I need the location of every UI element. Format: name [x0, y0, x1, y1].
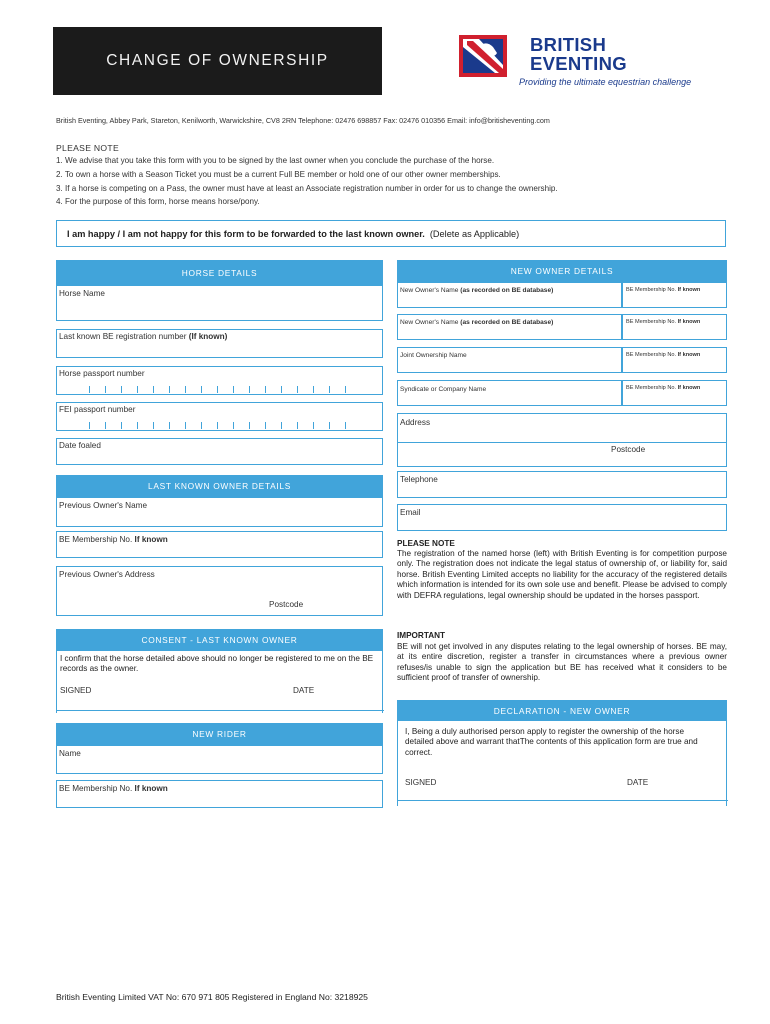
consent-signature-line[interactable] [57, 710, 384, 711]
consent-signed-label: SIGNED [60, 686, 92, 695]
previous-owner-membership-field[interactable] [56, 531, 383, 558]
new-rider-membership-field[interactable] [56, 780, 383, 808]
passport-number-cells [89, 386, 346, 393]
forwarding-consent-statement: I am happy / I am not happy for this form to be forwarded to the last known owner. [67, 228, 425, 239]
logo-emblem-icon [459, 35, 507, 77]
forwarding-consent-box[interactable] [56, 220, 726, 247]
form-title: CHANGE OF OWNERSHIP [53, 27, 382, 95]
date-foaled-label: Date foaled [59, 441, 101, 450]
new-owner-membership-1-label: BE Membership No. If known [626, 287, 701, 293]
joint-ownership-label: Joint Ownership Name [400, 352, 467, 359]
new-owner-heading: NEW OWNER DETAILS [397, 260, 727, 282]
consent-date-label: DATE [293, 686, 315, 695]
previous-owner-address-label: Previous Owner's Address [59, 570, 155, 579]
note-item-3: 3. If a horse is competing on a Pass, the owner must have at least an Associate registration number in order for us to change the ownership. [56, 184, 558, 193]
declaration-date-label: DATE [627, 778, 649, 787]
declaration-signed-label: SIGNED [405, 778, 437, 787]
notes-heading: PLEASE NOTE [56, 143, 119, 153]
joint-membership-field[interactable] [622, 347, 727, 373]
previous-owner-membership-label: BE Membership No. If known [59, 535, 168, 544]
declaration-signature-line[interactable] [398, 800, 728, 801]
new-owner-address-field[interactable] [397, 413, 727, 467]
new-owner-telephone-label: Telephone [400, 475, 438, 484]
fei-passport-cells [89, 422, 346, 429]
horse-details-heading: HORSE DETAILS [56, 260, 383, 285]
new-rider-membership-label: BE Membership No. If known [59, 784, 168, 793]
british-eventing-logo [459, 34, 692, 90]
passport-number-field[interactable] [56, 366, 383, 395]
fei-passport-label: FEI passport number [59, 405, 136, 414]
new-owner-email-field[interactable] [397, 504, 727, 531]
consent-text: I confirm that the horse detailed above should no longer be registered to me on the BE records as the owner. [60, 654, 374, 674]
logo-tagline: Providing the ultimate equestrian challenge [519, 77, 692, 87]
logo-text-british: BRITISH [530, 34, 607, 55]
note-item-2: 2. To own a horse with a Season Ticket you must be a current Full BE member or hold one of our other owner memberships. [56, 170, 501, 179]
horse-name-field[interactable] [56, 285, 383, 321]
joint-membership-label: BE Membership No. If known [626, 352, 701, 358]
footer-company-info: British Eventing Limited VAT No: 670 971 805 Registered in England No: 3218925 [56, 992, 368, 1002]
syndicate-membership-field[interactable] [622, 380, 727, 406]
previous-owner-name-label: Previous Owner's Name [59, 501, 148, 510]
declaration-box [397, 721, 727, 806]
new-owner-name-1-field[interactable] [397, 282, 622, 308]
horse-name-label: Horse Name [59, 289, 105, 298]
declaration-heading: DECLARATION - NEW OWNER [397, 700, 727, 721]
previous-owner-name-field[interactable] [56, 497, 383, 527]
new-owner-membership-2-label: BE Membership No. If known [626, 319, 701, 325]
new-owner-address-label: Address [400, 418, 431, 427]
passport-number-label: Horse passport number [59, 369, 145, 378]
important-heading: IMPORTANT [397, 631, 446, 640]
new-owner-name-2-field[interactable] [397, 314, 622, 340]
note-item-1: 1. We advise that you take this form with you to be signed by the last owner when you conclude the purchase of the horse. [56, 156, 495, 165]
new-rider-name-label: Name [59, 749, 81, 758]
syndicate-membership-label: BE Membership No. If known [626, 385, 701, 391]
last-owner-heading: LAST KNOWN OWNER DETAILS [56, 475, 383, 497]
note-item-4: 4. For the purpose of this form, horse means horse/pony. [56, 197, 260, 206]
new-rider-heading: NEW RIDER [56, 723, 383, 745]
legal-note-text: The registration of the named horse (left) with British Eventing is for competition purpose only. The registration does not indicate the legal status of ownership of, or liability for, said horse. British Eventing Limited accepts no liability for the accuracy of the registered details which information is intended for its own sole use and benefit. Please be advised to comply with DEFRA regulations, legal ownership should be updated in the horses passport. [397, 549, 727, 600]
important-text: BE will not get involved in any disputes relating to the legal ownership of horses. BE may, at its entire discretion, register a transfer in circumstances where a previous owner refuses/is unable to sign the application but BE has received what it considers to be sufficient proof of transfer of ownership. [397, 642, 727, 683]
new-owner-membership-2-field[interactable] [622, 314, 727, 340]
new-owner-name-1-label: New Owner's Name (as recorded on BE database) [400, 287, 554, 294]
previous-owner-postcode-label: Postcode [269, 600, 304, 609]
fei-passport-field[interactable] [56, 402, 383, 431]
logo-text-eventing: EVENTING [530, 53, 627, 74]
declaration-text: I, Being a duly authorised person apply to register the ownership of the horse detailed above and warrant thatThe contents of this application form are true and correct. [405, 727, 698, 757]
legal-note-heading: PLEASE NOTE [397, 539, 455, 548]
syndicate-name-field[interactable] [397, 380, 622, 406]
joint-ownership-field[interactable] [397, 347, 622, 373]
consent-heading: CONSENT - LAST KNOWN OWNER [56, 629, 383, 651]
new-owner-membership-1-field[interactable] [622, 282, 727, 308]
forwarding-consent-hint: (Delete as Applicable) [429, 228, 520, 239]
new-owner-email-label: Email [400, 508, 421, 517]
new-owner-name-2-label: New Owner's Name (as recorded on BE database) [400, 319, 554, 326]
new-rider-name-field[interactable] [56, 745, 383, 774]
address-divider [398, 442, 726, 443]
syndicate-name-label: Syndicate or Company Name [400, 386, 487, 393]
new-owner-telephone-field[interactable] [397, 471, 727, 498]
contact-address: British Eventing, Abbey Park, Stareton, Kenilworth, Warwickshire, CV8 2RN Telephone: 02476 698857 Fax: 02476 010356 Email: info@britisheventing.com [56, 116, 550, 125]
date-foaled-field[interactable] [56, 438, 383, 465]
new-owner-postcode-label: Postcode [611, 445, 646, 454]
be-registration-label: Last known BE registration number (If known) [59, 332, 228, 341]
be-registration-field[interactable] [56, 329, 383, 358]
previous-owner-address-field[interactable] [56, 566, 383, 616]
consent-box [56, 651, 383, 713]
